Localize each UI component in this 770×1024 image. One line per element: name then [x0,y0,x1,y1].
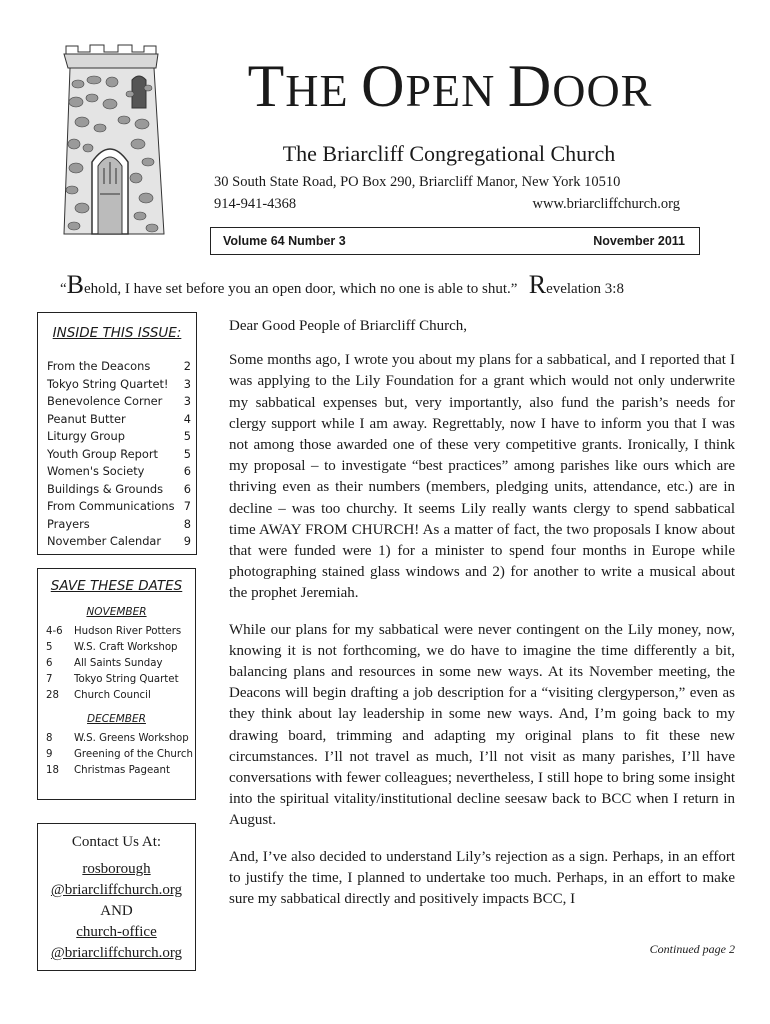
inside-this-issue-box [37,312,197,555]
contact-office-domain[interactable]: @briarcliffchurch.org [50,945,183,961]
date-item: 9 Greening of the Church [46,749,193,760]
letter-paragraph: While our plans for my sabbatical were never contingent on the Lily money, now, knowing it is not forthcoming, we do have to imagine the time differently a bit, balancing plans and resources in some new ways. At its November meeting, the Deacons will begin drafting a job description for a “visiting clergyperson,” even as they think about lay leadership in some new ways. And, I’m going back to my drawing board, trimming and adapting my original plans to fit these new circumstances. I’ll not travel as much, I’ll not visit as many parishes, I’ll have conversations with fewer colleagues; nevertheless, I still hope to bring some insight into the spiritual vitality/institutional decline seesaw back to BCC when I return in August. [229,621,735,829]
date-item: 8 W.S. Greens Workshop [46,733,189,744]
toc-item: Peanut Butter 4 [47,411,191,426]
date-item: 28 Church Council [46,690,151,701]
november-heading: NOVEMBER [86,606,147,618]
newsletter-title: THE OPEN DOOR [247,53,653,119]
date-item: 18 Christmas Pageant [46,765,170,776]
volume-banner [210,227,700,255]
date-item: 5 W.S. Craft Workshop [46,642,178,653]
toc-item: From the Deacons 2 [47,359,191,373]
contact-email-user[interactable]: rosborough [82,861,151,877]
toc-item: Youth Group Report 5 [47,446,191,461]
toc-item: Women's Society 6 [47,464,191,478]
church-address: 30 South State Road, PO Box 290, Briarcliff Manor, New York 10510 [214,174,621,190]
december-heading: DECEMBER [87,713,146,725]
toc-item: Benevolence Corner 3 [47,394,191,408]
church-phone: 914-941-4368 [214,196,297,212]
letter-salutation: Dear Good People of Briarcliff Church, [229,318,467,334]
toc-item: Prayers 8 [47,516,191,531]
contact-box [37,823,196,971]
church-tower-illustration [52,44,176,240]
date-item: 4-6 Hudson River Potters [46,626,182,637]
church-name: The Briarcliff Congregational Church [282,141,616,166]
continued-note: Continued page 2 [649,942,735,956]
toc-item: From Communications 7 [47,499,191,513]
inside-this-issue-heading: INSIDE THIS ISSUE: [52,325,182,341]
contact-email-domain[interactable]: @briarcliffchurch.org [50,882,183,898]
church-website: www.briarcliffchurch.org [532,196,680,212]
contact-office-user[interactable]: church-office [76,924,157,940]
scripture-quote: “Behold, I have set before you an open door, which no one is able to shut.” Revelation 3:8 [60,270,624,299]
save-these-dates-box [37,568,196,800]
toc-item: Liturgy Group 5 [47,429,191,443]
issue-date: November 2011 [593,234,685,248]
toc-item: Buildings & Grounds 6 [47,481,191,496]
date-item: 6 All Saints Sunday [46,658,163,669]
save-these-dates-heading: SAVE THESE DATES [50,578,183,594]
letter-paragraph: And, I’ve also decided to understand Lily’s rejection as a sign. Perhaps, in an effort to justify the time, I planned to undertake too much. Perhaps, in an effort to make sure my sabbatical directly and positively impacts BCC, I [229,848,735,908]
pastor-letter [229,316,735,925]
volume-number: Volume 64 Number 3 [223,234,346,248]
contact-heading: Contact Us At: [71,834,162,850]
letter-paragraph: Some months ago, I wrote you about my plans for a sabbatical, and I reported that I was applying to the Lily Foundation for a grant which would not only underwrite my sabbatical expenses but, very importantly, also fund the parish’s needs for clergy support while I am away. Regrettably, now I have to inform you that I was not among those awarded one of these very competitive grants. Ironically, I think my proposal – to investigate “best practices” among parishes like ours which are thriving even as their numbers (members, pledging units, attendance, etc.) are in decline – was too churchy. It seems Lily really wants clergy to spend sabbatical time AWAY FROM CHURCH! As a matter of fact, the two proposals I know about that were funded were 1) for a minister to spend four months in Europe while photographing stained glass windows and 2) for another to write a musical about the prophet Jeremiah. [229,352,735,602]
toc-item: Tokyo String Quartet! 3 [47,376,191,391]
date-item: 7 Tokyo String Quartet [46,674,179,685]
contact-and: AND [100,903,133,919]
toc-item: November Calendar 9 [47,534,191,548]
